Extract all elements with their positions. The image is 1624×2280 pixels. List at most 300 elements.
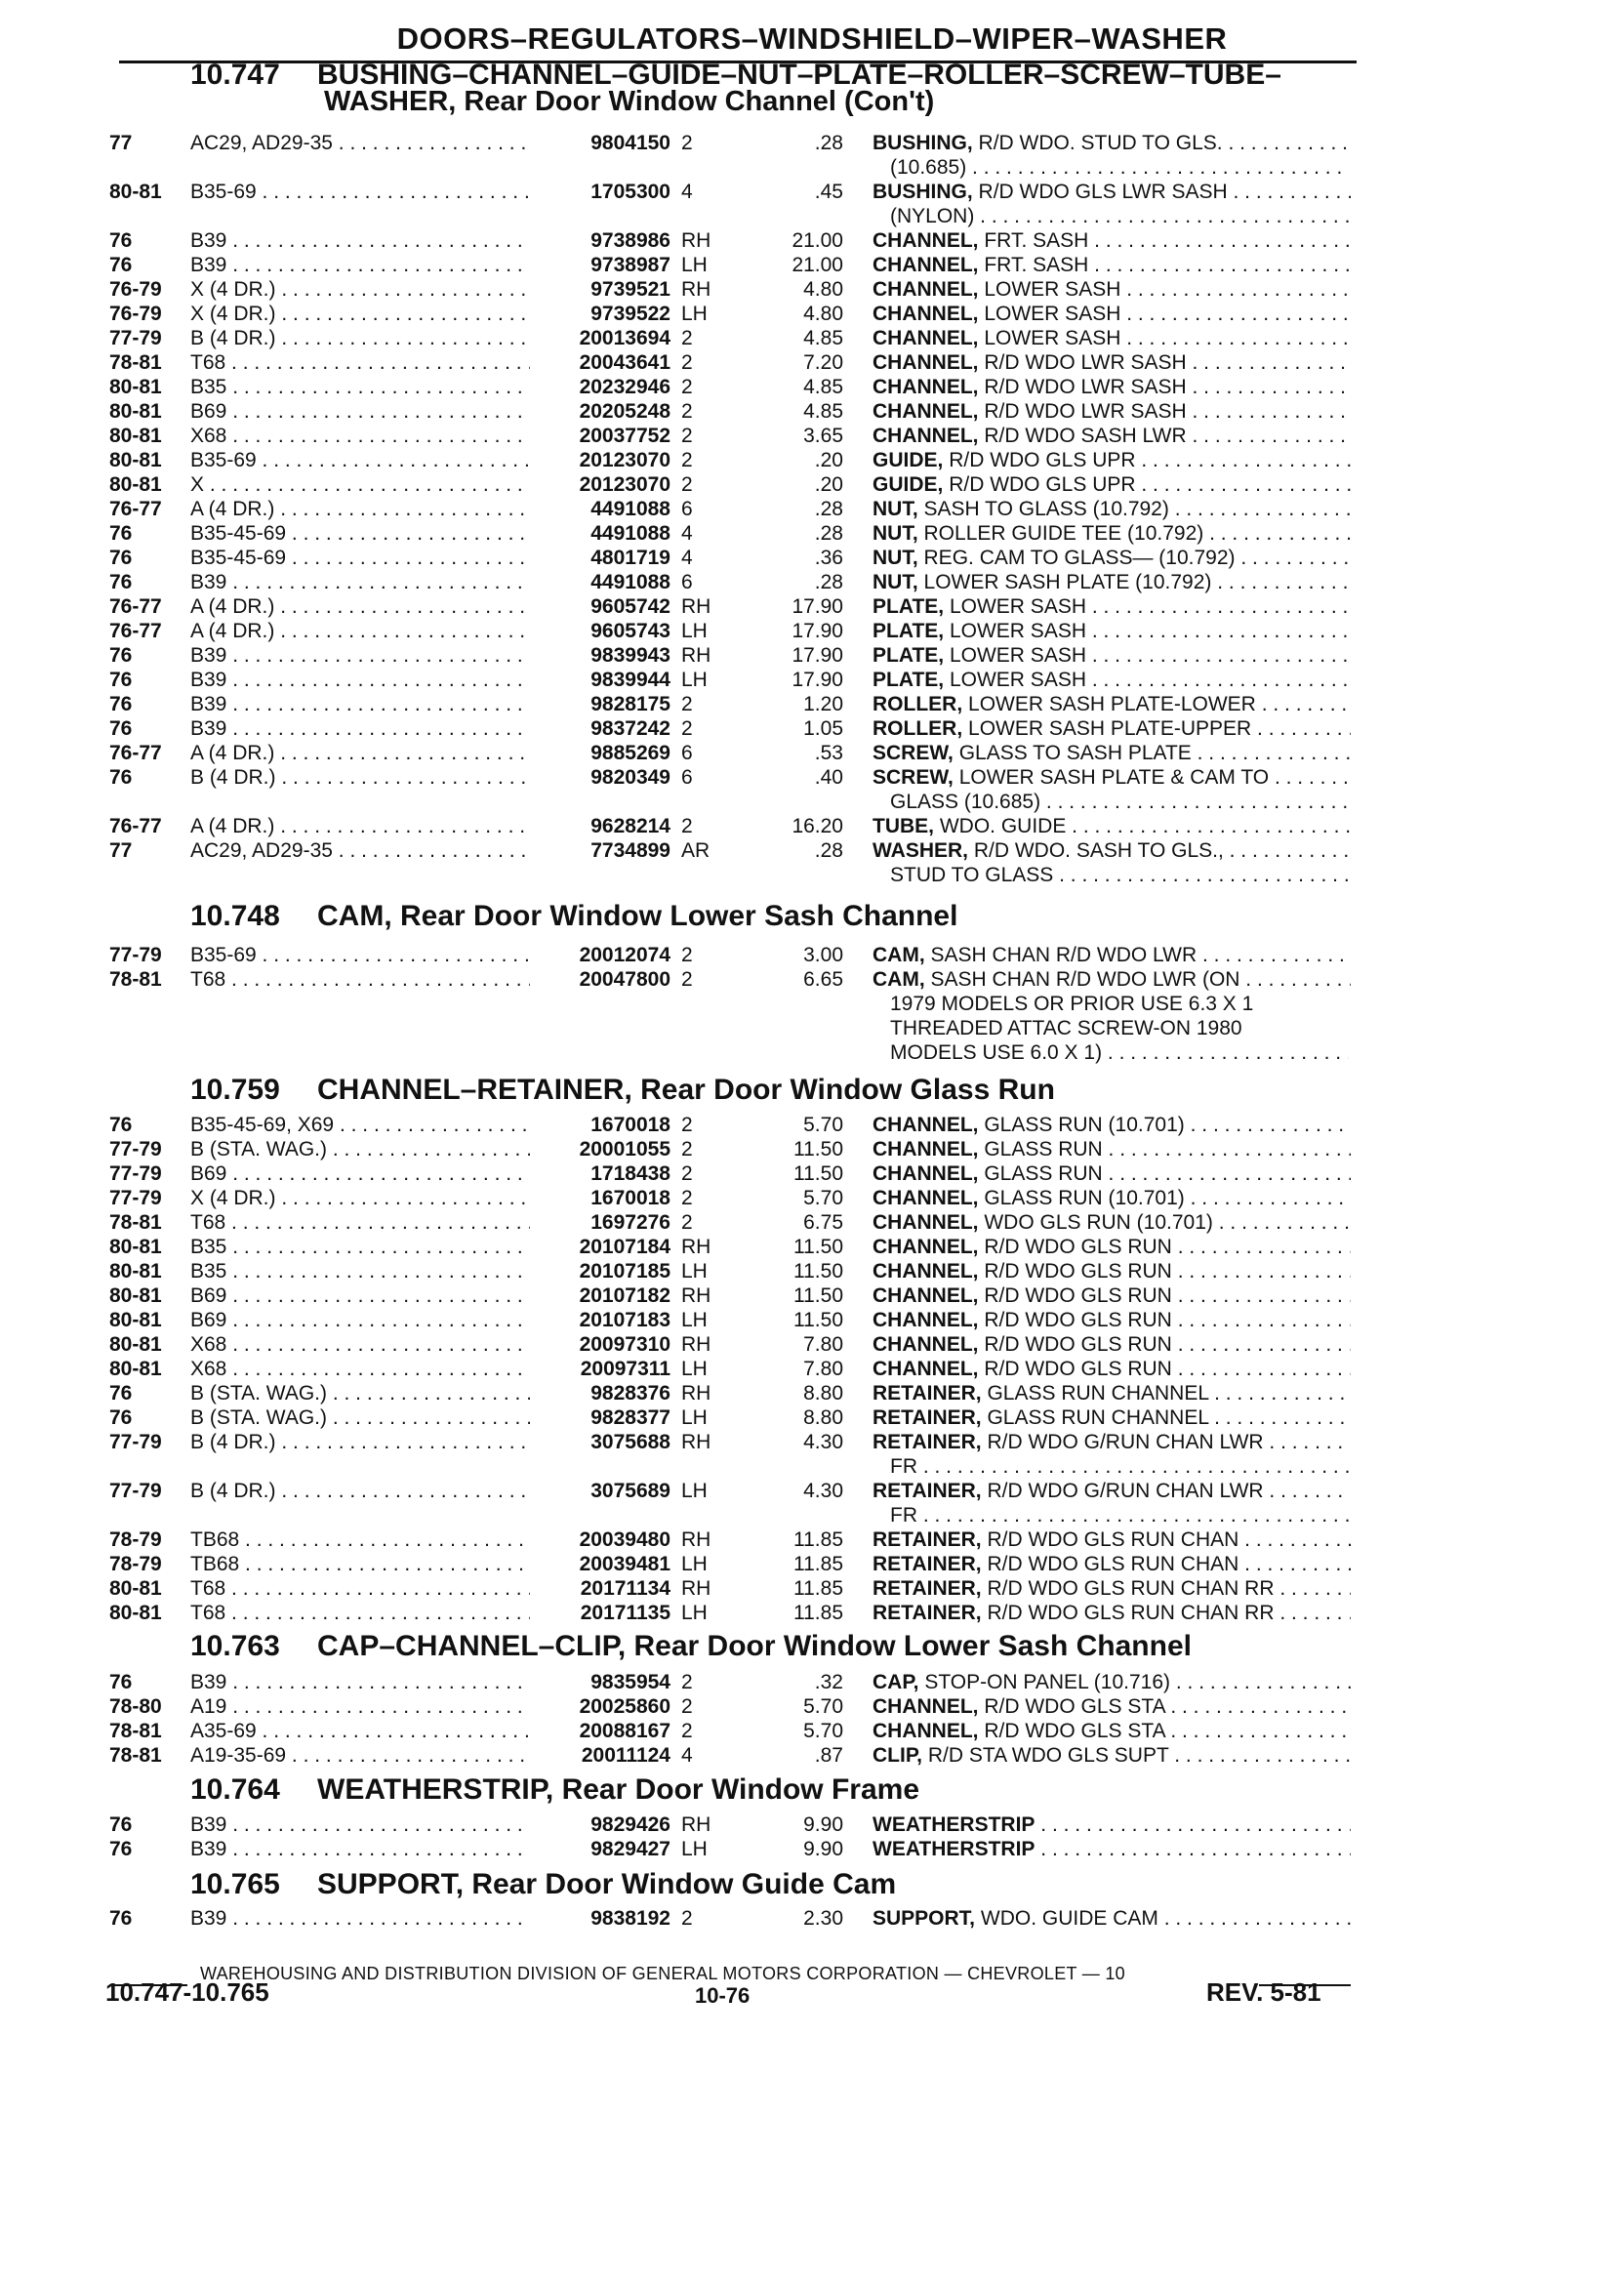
part-row [0,765,1624,790]
description-noun: PLATE, [873,620,945,642]
model-years: 76 [109,717,133,740]
application: B39 . . . [190,643,530,668]
part-row [0,424,1624,448]
description-noun: CHANNEL, [873,1333,979,1356]
part-row [0,838,1624,863]
description [873,546,1351,570]
model-years: 80-81 [109,1260,162,1282]
model-years: 80-81 [109,1577,162,1600]
description [873,1113,1351,1137]
part-row-continuation [0,992,1624,1016]
application: A (4 DR.) . . . [190,497,530,521]
description [873,1283,1351,1308]
part-number: 9828377 [590,1406,670,1429]
part-number: 20107183 [579,1309,670,1331]
price: 17.90 [792,595,843,618]
application: B69 . . . [190,1283,530,1308]
description-detail: LOWER SASH PLATE-UPPER [968,717,1252,740]
footer-distributor: WAREHOUSING AND DISTRIBUTION DIVISION OF GENERAL MOTORS CORPORATION — CHEVROLET — 10 [200,1964,1125,1983]
description [873,1694,1351,1719]
price: 5.70 [803,1114,843,1136]
part-number: 9828376 [590,1382,670,1405]
part-number: 9804150 [590,132,670,154]
part-number: 20039481 [579,1553,670,1575]
part-row [0,399,1624,424]
model-years: 80-81 [109,1333,162,1356]
model-years: 76 [109,254,133,276]
part-number: 20123070 [579,473,670,496]
section-number: 10.764 [190,1773,280,1806]
description-detail: SASH TO GLASS (10.792) [923,498,1169,520]
price: 21.00 [792,229,843,252]
model-years: 76 [109,229,133,252]
part-number: 9835954 [590,1671,670,1693]
section-number: 10.748 [190,900,280,932]
model-years: 76 [109,644,133,667]
part-row [0,1837,1624,1861]
price: 11.50 [793,1236,843,1258]
section-title-text: WEATHERSTRIP, Rear Door Window Frame [317,1773,920,1806]
section-title [190,1870,896,1899]
description [873,967,1351,992]
model-years: 78-79 [109,1553,162,1575]
model-years: 76-77 [109,815,162,837]
application: B (STA. WAG.) . . . [190,1381,530,1405]
quantity: 2 [681,1114,693,1136]
part-row [0,1210,1624,1235]
part-number: 20107184 [579,1236,670,1258]
part-number: 9838192 [590,1907,670,1930]
application: X68 . . . [190,1332,530,1357]
part-row [0,594,1624,619]
description-noun: CHANNEL, [873,1114,979,1136]
part-number: 9605742 [590,595,670,618]
description-noun: CAP, [873,1671,919,1693]
part-row [0,546,1624,570]
quantity: 2 [681,473,693,496]
part-number: 20047800 [579,968,670,991]
part-number: 3075688 [590,1431,670,1453]
description [873,943,1351,967]
section-number: 10.763 [190,1630,280,1662]
price: 6.65 [803,968,843,991]
description [873,1812,1351,1837]
part-row [0,277,1624,302]
part-row [0,1308,1624,1332]
description [873,814,1351,838]
description-noun: GUIDE, [873,473,944,496]
price: .40 [814,766,843,789]
quantity: 2 [681,351,693,374]
quantity: 2 [681,1907,693,1930]
description-detail: LOWER SASH [984,303,1121,325]
description-noun: CHANNEL, [873,1236,979,1258]
model-years: 77-79 [109,1162,162,1185]
description-detail: R/D WDO GLS STA [984,1695,1165,1718]
part-row [0,521,1624,546]
part-row-continuation [0,1454,1624,1479]
part-number: 20171134 [580,1577,670,1600]
description-detail: LOWER SASH PLATE (10.792) [923,571,1212,593]
model-years: 76 [109,693,133,715]
part-number: 9885269 [590,742,670,764]
description [873,1405,1351,1430]
description-noun: RETAINER, [873,1406,982,1429]
model-years: 80-81 [109,376,162,398]
model-years: 76-77 [109,742,162,764]
quantity: 2 [681,968,693,991]
quantity: 2 [681,1695,693,1718]
part-row [0,497,1624,521]
model-years: 76-77 [109,498,162,520]
description [873,1601,1351,1625]
description-noun: CHANNEL, [873,351,979,374]
part-row [0,228,1624,253]
description [873,1210,1351,1235]
description-detail: R/D WDO GLS RUN [984,1236,1172,1258]
part-number: 20107182 [579,1284,670,1307]
description-detail: SASH CHAN R/D WDO LWR (ON [930,968,1240,991]
price: 8.80 [803,1406,843,1429]
description-detail: FRT. SASH [984,254,1089,276]
part-row-continuation [0,1040,1624,1065]
part-number: 1697276 [590,1211,670,1234]
quantity: AR [681,839,710,862]
part-number: 9738986 [590,229,670,252]
model-years: 80-81 [109,473,162,496]
description-noun: NUT, [873,498,918,520]
model-years: 80-81 [109,181,162,203]
quantity: 2 [681,1138,693,1160]
description [873,448,1351,472]
application: B69 . . . [190,399,530,424]
quantity: 6 [681,498,693,520]
price: 17.90 [792,669,843,691]
description-detail: R/D WDO GLS RUN [984,1309,1172,1331]
application: B39 . . . [190,253,530,277]
price: 4.30 [803,1431,843,1453]
part-number: 9628214 [590,815,670,837]
description [873,741,1351,765]
description-noun: CLIP, [873,1744,922,1767]
description-detail: SASH CHAN R/D WDO LWR [930,944,1198,966]
part-number: 1670018 [590,1187,670,1209]
application: A19-35-69 . . . [190,1743,530,1768]
model-years: 76 [109,1382,133,1405]
description-detail: LOWER SASH [984,278,1121,301]
part-number: 4491088 [590,522,670,545]
price: 4.30 [803,1480,843,1502]
description-noun: TUBE, [873,815,934,837]
model-years: 78-81 [109,1744,162,1767]
description [873,1137,1351,1161]
price: 17.90 [792,644,843,667]
description-detail: WDO GLS RUN (10.701) [984,1211,1213,1234]
part-number: 9820349 [590,766,670,789]
model-years: 76 [109,766,133,789]
application: B (STA. WAG.) . . . [190,1405,530,1430]
description-noun: CAM, [873,944,925,966]
quantity: RH [681,644,711,667]
quantity: 4 [681,181,693,203]
description-detail: R/D WDO G/RUN CHAN LWR [987,1431,1264,1453]
price: 11.85 [793,1602,843,1624]
part-row [0,1137,1624,1161]
section-title-text: CAP–CHANNEL–CLIP, Rear Door Window Lower Sash Channel [317,1630,1192,1662]
description [873,643,1351,668]
description-noun: CHANNEL, [873,1138,979,1160]
quantity: 2 [681,693,693,715]
model-years: 76-79 [109,303,162,325]
price: 7.80 [803,1333,843,1356]
part-number: 20232946 [579,376,670,398]
description-detail: R/D WDO GLS STA [984,1720,1165,1742]
description [873,1743,1351,1768]
part-number: 20107185 [579,1260,670,1282]
part-row [0,1113,1624,1137]
section-title-text: CAM, Rear Door Window Lower Sash Channel [317,900,958,932]
model-years: 77-79 [109,1480,162,1502]
model-years: 76 [109,547,133,569]
price: .53 [814,742,843,764]
description-detail: LOWER SASH [949,595,1086,618]
application: A35-69 . . . [190,1719,530,1743]
application: X (4 DR.) . . . [190,277,530,302]
description [873,180,1351,204]
description [873,1381,1351,1405]
price: .45 [814,181,843,203]
part-number: 4801719 [590,547,670,569]
footer-group-range: 10.747-10.765 [105,1977,269,2007]
section-title-text: BUSHING–CHANNEL–GUIDE–NUT–PLATE–ROLLER–SCREW–TUBE– [317,59,1281,91]
quantity: 4 [681,1744,693,1767]
model-years: 76 [109,1671,133,1693]
application: B39 . . . [190,1670,530,1694]
description-noun: SCREW, [873,742,954,764]
description-continued: (10.685) . . . [890,155,1349,180]
part-number: 9605743 [590,620,670,642]
description-noun: PLATE, [873,595,945,618]
price: 11.50 [793,1260,843,1282]
description [873,497,1351,521]
quantity: 2 [681,1671,693,1693]
description [873,424,1351,448]
price: 7.80 [803,1358,843,1380]
description-noun: BUSHING, [873,132,973,154]
description [873,1837,1351,1861]
description-detail: LOWER SASH PLATE-LOWER [968,693,1256,715]
description-detail: GLASS RUN (10.701) [984,1187,1185,1209]
description-detail: ROLLER GUIDE TEE (10.792) [923,522,1204,545]
description-detail: REG. CAM TO GLASS— (10.792) [923,547,1236,569]
part-row [0,1357,1624,1381]
description-detail: LOWER SASH PLATE & CAM TO [958,766,1270,789]
quantity: 2 [681,132,693,154]
model-years: 77-79 [109,327,162,349]
part-row [0,1906,1624,1931]
section-title [190,1775,919,1805]
footer-revision: REV. 5-81 [1206,1977,1321,2007]
price: 9.90 [803,1838,843,1860]
part-number: 9739522 [590,303,670,325]
description [873,1552,1351,1576]
part-number: 20011124 [581,1744,670,1767]
description [873,1719,1351,1743]
description-noun: CHANNEL, [873,1358,979,1380]
price: 21.00 [792,254,843,276]
application: A19 . . . [190,1694,530,1719]
model-years: 80-81 [109,1358,162,1380]
part-number: 1718438 [590,1162,670,1185]
description [873,1332,1351,1357]
description-detail: R/D WDO GLS RUN [984,1358,1172,1380]
application: TB68 . . . [190,1527,530,1552]
section-title-text: CHANNEL–RETAINER, Rear Door Window Glass Run [317,1074,1055,1106]
part-row [0,814,1624,838]
part-row [0,1812,1624,1837]
part-row [0,350,1624,375]
description [873,1479,1351,1503]
description-detail: R/D WDO LWR SASH [984,400,1187,423]
quantity: LH [681,669,708,691]
part-number: 20012074 [579,944,670,966]
model-years: 77-79 [109,944,162,966]
description-detail: R/D WDO. STUD TO GLS. [978,132,1223,154]
part-row [0,1670,1624,1694]
description-noun: CHANNEL, [873,1211,979,1234]
quantity: 4 [681,547,693,569]
application: T68 . . . [190,350,530,375]
description [873,472,1351,497]
application: B39 . . . [190,570,530,594]
description-detail: GLASS RUN (10.701) [984,1114,1185,1136]
quantity: RH [681,1284,711,1307]
quantity: 4 [681,522,693,545]
part-row [0,1743,1624,1768]
description [873,253,1351,277]
price: 11.50 [793,1138,843,1160]
quantity: LH [681,1358,708,1380]
application: B69 . . . [190,1308,530,1332]
description-detail: R/D WDO GLS RUN CHAN [987,1528,1239,1551]
model-years: 76-79 [109,278,162,301]
description [873,1576,1351,1601]
price: 3.00 [803,944,843,966]
part-row [0,472,1624,497]
quantity: 2 [681,449,693,471]
price: .36 [814,547,843,569]
description-detail: R/D WDO SASH LWR [984,425,1187,447]
description-detail: R/D WDO LWR SASH [984,376,1187,398]
application: T68 . . . [190,1210,530,1235]
description [873,521,1351,546]
description-noun: CHANNEL, [873,254,979,276]
part-row-continuation [0,204,1624,228]
section-title-text: SUPPORT, Rear Door Window Guide Cam [317,1868,897,1900]
part-row [0,1381,1624,1405]
quantity: RH [681,1813,711,1836]
description-detail: R/D WDO G/RUN CHAN LWR [987,1480,1264,1502]
application: B35 . . . [190,375,530,399]
description-detail: LOWER SASH [949,644,1086,667]
price: 4.85 [803,327,843,349]
description [873,375,1351,399]
part-number: 20088167 [579,1720,670,1742]
description-noun: RETAINER, [873,1382,982,1405]
description-noun: PLATE, [873,669,945,691]
application: B35-69 . . . [190,180,530,204]
description [873,570,1351,594]
quantity: LH [681,1480,708,1502]
part-row [0,619,1624,643]
section-title [190,1076,1055,1105]
description-detail: GLASS RUN [984,1162,1103,1185]
description-detail: R/D WDO GLS RUN [984,1333,1172,1356]
description [873,302,1351,326]
description-noun: RETAINER, [873,1577,982,1600]
description-detail: LOWER SASH [949,620,1086,642]
model-years: 76 [109,1114,133,1136]
application: B35-69 . . . [190,943,530,967]
description-noun: CHANNEL, [873,1309,979,1331]
quantity: 2 [681,1187,693,1209]
description-noun: CHANNEL, [873,1695,979,1718]
price: .28 [814,498,843,520]
description [873,399,1351,424]
part-number: 20097310 [579,1333,670,1356]
price: .87 [814,1744,843,1767]
description [873,619,1351,643]
quantity: LH [681,254,708,276]
quantity: 2 [681,327,693,349]
price: 5.70 [803,1720,843,1742]
application: A (4 DR.) . . . [190,814,530,838]
model-years: 77-79 [109,1138,162,1160]
model-years: 80-81 [109,1236,162,1258]
application: B35-45-69, X69 . . . [190,1113,530,1137]
description-detail: R/D WDO GLS RUN [984,1260,1172,1282]
model-years: 78-81 [109,351,162,374]
model-years: 76 [109,1838,133,1860]
quantity: 2 [681,376,693,398]
price: .28 [814,839,843,862]
quantity: 2 [681,1211,693,1234]
description-noun: CHANNEL, [873,1260,979,1282]
description-continued: 1979 MODELS OR PRIOR USE 6.3 X 1 [890,993,1254,1015]
model-years: 80-81 [109,449,162,471]
price: .28 [814,571,843,593]
part-row [0,716,1624,741]
model-years: 76 [109,669,133,691]
description [873,668,1351,692]
page-header-title: DOORS–REGULATORS–WINDSHIELD–WIPER–WASHER [396,21,1228,56]
application: TB68 . . . [190,1552,530,1576]
description-noun: CHANNEL, [873,229,979,252]
part-number: 4491088 [590,571,670,593]
part-row [0,1332,1624,1357]
quantity: RH [681,1382,711,1405]
application: B (STA. WAG.) . . . [190,1137,530,1161]
quantity: 6 [681,766,693,789]
application: X (4 DR.) . . . [190,302,530,326]
description-detail: R/D WDO GLS RUN CHAN RR [987,1577,1275,1600]
part-row [0,1283,1624,1308]
application: A (4 DR.) . . . [190,619,530,643]
part-row [0,741,1624,765]
quantity: LH [681,1260,708,1282]
description [873,838,1351,863]
description-detail: R/D WDO GLS RUN [984,1284,1172,1307]
